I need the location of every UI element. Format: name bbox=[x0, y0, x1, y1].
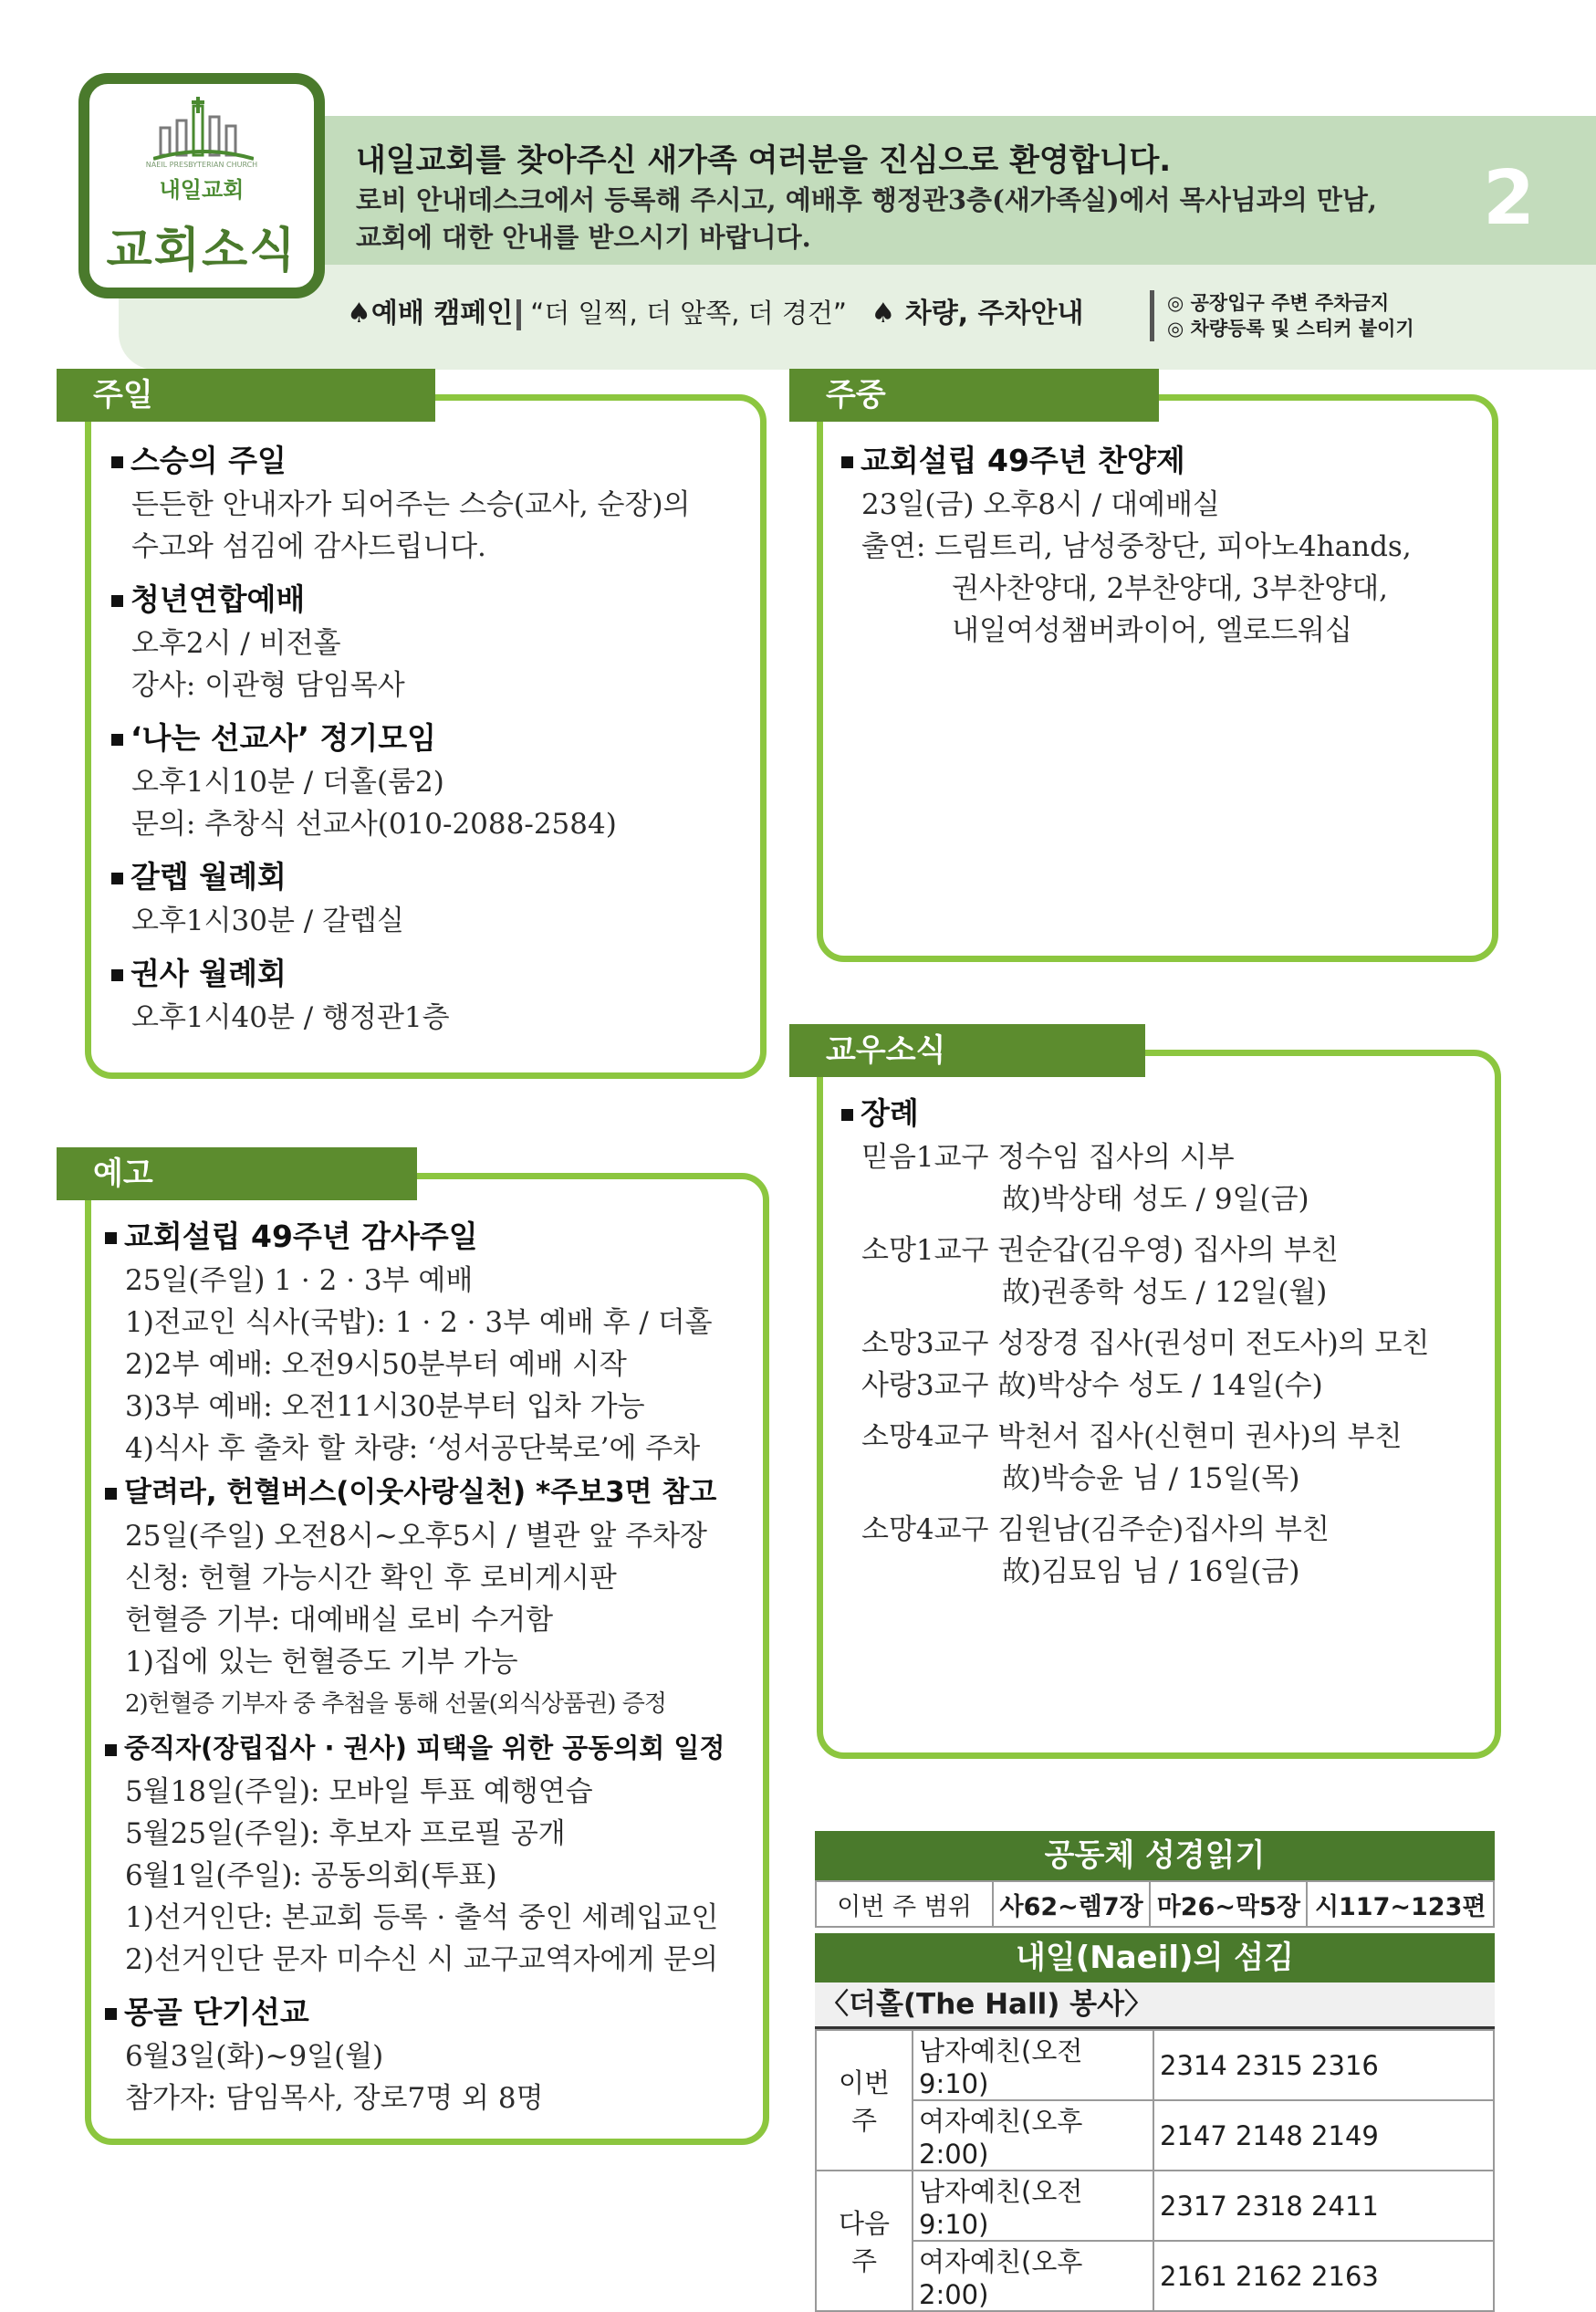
funeral-line: 故)박상태 성도 / 9일(금) bbox=[1002, 1183, 1309, 1216]
sunday-content bbox=[111, 438, 750, 1039]
service-subtitle: 〈더홀(The Hall) 봉사〉 bbox=[815, 1982, 1495, 2029]
notice-line: 25일(주일) 오전8시~오후5시 / 별관 앞 주차장 bbox=[125, 1520, 707, 1553]
notice-content bbox=[105, 1214, 762, 2119]
welcome-title: 내일교회를 찾아주신 새가족 여러분을 진심으로 환영합니다. bbox=[356, 142, 1172, 179]
bible-label: 이번 주 범위 bbox=[816, 1881, 993, 1927]
welcome-line-1: 로비 안내데스크에서 등록해 주시고, 예배후 행정관3층(새가족실)에서 목사님과의 만남, bbox=[356, 184, 1377, 215]
parking-list bbox=[1150, 290, 1414, 341]
service-group: 남자예친(오전9:10) bbox=[913, 2171, 1153, 2241]
service-group: 여자예친(오후2:00) bbox=[913, 2100, 1153, 2171]
notice-line: 3)3부 예배: 오전11시30분부터 입차 가능 bbox=[125, 1390, 645, 1423]
funeral-line: 故)권종학 성도 / 12일(월) bbox=[1002, 1276, 1328, 1309]
service-week: 다음 주 bbox=[816, 2171, 913, 2311]
funeral-line: 사랑3교구 故)박상수 성도 / 14일(수) bbox=[861, 1369, 1323, 1402]
funeral-line: 소망3교구 성장경 집사(권성미 전도사)의 모친 bbox=[861, 1327, 1430, 1360]
funeral-line: 소망4교구 박천서 집사(신현미 권사)의 부친 bbox=[861, 1420, 1403, 1453]
funeral-line: 소망1교구 권순갑(김우영) 집사의 부친 bbox=[861, 1234, 1339, 1267]
welcome-line-2: 교회에 대한 안내를 받으시기 바랍니다. bbox=[356, 222, 811, 253]
sunday-line: 오후2시 / 비전홀 bbox=[131, 627, 341, 660]
midweek-tab: 주중 bbox=[789, 369, 1159, 422]
notice-line: 2)선거인단 문자 미수신 시 교구교역자에게 문의 bbox=[125, 1943, 719, 1976]
church-logo-icon bbox=[153, 93, 254, 166]
service-group: 여자예친(오후2:00) bbox=[913, 2241, 1153, 2311]
funeral-line: 소망4교구 김원남(김주순)집사의 부친 bbox=[861, 1513, 1330, 1546]
notice-line: 1)집에 있는 헌혈증도 기부 가능 bbox=[125, 1646, 518, 1679]
notice-line: 헌혈증 기부: 대예배실 로비 수거함 bbox=[125, 1604, 554, 1637]
notice-tab: 예고 bbox=[57, 1147, 417, 1200]
sunday-line: 수고와 섬김에 감사드립니다. bbox=[131, 530, 486, 563]
page-number: 2 bbox=[1483, 155, 1536, 242]
bible-range: 사62~렘7장 bbox=[993, 1881, 1150, 1927]
midweek-line: 권사찬양대, 2부찬양대, 3부찬양대, bbox=[952, 572, 1389, 605]
divider bbox=[516, 299, 521, 330]
parking-item: ◎ 차량등록 및 스티커 붙이기 bbox=[1167, 318, 1414, 340]
campaign-line bbox=[347, 290, 1083, 330]
sunday-line: 오후1시40분 / 행정관1층 bbox=[131, 1001, 450, 1034]
sunday-item-title: 스승의 주일 bbox=[130, 443, 287, 478]
campaign-label: ♠예배 캠페인 bbox=[347, 298, 514, 330]
notice-line: 25일(주일) 1 · 2 · 3부 예배 bbox=[125, 1264, 474, 1297]
funeral-line: 믿음1교구 정수임 집사의 시부 bbox=[861, 1141, 1235, 1174]
notice-item-title: 몽골 단기선교 bbox=[124, 1994, 309, 2030]
bible-range: 시117~123편 bbox=[1307, 1881, 1494, 1927]
service-numbers: 2317 2318 2411 bbox=[1153, 2171, 1494, 2241]
sunday-item-title: 갈렙 월례회 bbox=[130, 859, 287, 894]
members-item-title: 장례 bbox=[861, 1095, 919, 1131]
midweek-content bbox=[841, 438, 1489, 652]
notice-line: 1)전교인 식사(국밥): 1 · 2 · 3부 예배 후 / 더홀 bbox=[125, 1306, 713, 1339]
campaign-quote: “더 일찍, 더 앞쪽, 더 경건” bbox=[530, 298, 847, 329]
midweek-line: 출연: 드림트리, 남성중창단, 피아노4hands, bbox=[861, 530, 1412, 563]
service-group: 남자예친(오전9:10) bbox=[913, 2030, 1153, 2100]
sunday-line: 오후1시30분 / 갈렙실 bbox=[131, 905, 404, 937]
notice-line: 5월18일(주일): 모바일 투표 예행연습 bbox=[125, 1775, 593, 1808]
notice-line: 신청: 헌혈 가능시간 확인 후 로비게시판 bbox=[125, 1562, 617, 1595]
service-section bbox=[815, 1933, 1495, 2312]
notice-line: 1)선거인단: 본교회 등록 · 출석 중인 세례입교인 bbox=[125, 1901, 719, 1934]
notice-line: 6월3일(화)~9일(월) bbox=[125, 2040, 384, 2073]
service-week: 이번 주 bbox=[816, 2030, 913, 2171]
bible-table bbox=[815, 1880, 1495, 1928]
funeral-line: 故)박승윤 님 / 15일(목) bbox=[1002, 1462, 1300, 1495]
logo-subtitle: NAEIL PRESBYTERIAN CHURCH bbox=[145, 161, 258, 169]
page-title: 교회소식 bbox=[106, 224, 297, 278]
welcome-block bbox=[356, 135, 1377, 255]
sunday-item-title: ‘나는 선교사’ 정기모임 bbox=[130, 720, 436, 756]
logo-name: 내일교회 bbox=[159, 177, 245, 203]
midweek-line: 내일여성챔버콰이어, 엘로드워십 bbox=[952, 614, 1352, 647]
notice-item-title: 달려라, 헌혈버스(이웃사랑실천) *주보3면 참고 bbox=[124, 1476, 717, 1509]
sunday-tab: 주일 bbox=[57, 369, 435, 422]
service-numbers: 2147 2148 2149 bbox=[1153, 2100, 1494, 2171]
notice-item-title: 교회설립 49주년 감사주일 bbox=[124, 1219, 478, 1254]
notice-item-title: 중직자(장립집사 · 권사) 피택을 위한 공동의회 일정 bbox=[124, 1732, 725, 1763]
logo-box bbox=[78, 73, 325, 298]
members-tab: 교우소식 bbox=[789, 1024, 1145, 1077]
notice-line: 2)2부 예배: 오전9시50분부터 예배 시작 bbox=[125, 1348, 627, 1381]
parking-label: ♠ 차량, 주차안내 bbox=[871, 298, 1084, 330]
members-content bbox=[841, 1091, 1494, 1593]
notice-line: 6월1일(주일): 공동의회(투표) bbox=[125, 1859, 497, 1892]
midweek-item-title: 교회설립 49주년 찬양제 bbox=[861, 443, 1185, 478]
sunday-item-title: 청년연합예배 bbox=[130, 581, 306, 617]
service-table bbox=[815, 2029, 1495, 2312]
bible-range: 마26~막5장 bbox=[1150, 1881, 1307, 1927]
bible-reading bbox=[815, 1831, 1495, 1928]
bible-title: 공동체 성경읽기 bbox=[815, 1831, 1495, 1880]
sunday-item-title: 권사 월례회 bbox=[130, 956, 287, 991]
sunday-line: 든든한 안내자가 되어주는 스승(교사, 순장)의 bbox=[131, 488, 691, 521]
notice-line: 4)식사 후 출차 할 차량: ‘성서공단북로’에 주차 bbox=[125, 1432, 701, 1465]
service-numbers: 2161 2162 2163 bbox=[1153, 2241, 1494, 2311]
notice-line: 2)헌혈증 기부자 중 추첨을 통해 선물(외식상품권) 증정 bbox=[125, 1690, 666, 1718]
funeral-line: 故)김묘임 님 / 16일(금) bbox=[1002, 1555, 1300, 1588]
notice-line: 참가자: 담임목사, 장로7명 외 8명 bbox=[125, 2082, 544, 2115]
sunday-line: 강사: 이관형 담임목사 bbox=[131, 669, 405, 702]
sunday-line: 오후1시10분 / 더홀(룸2) bbox=[131, 766, 444, 799]
midweek-line: 23일(금) 오후8시 / 대예배실 bbox=[861, 488, 1220, 521]
service-numbers: 2314 2315 2316 bbox=[1153, 2030, 1494, 2100]
parking-item: ◎ 공장입구 주변 주차금지 bbox=[1167, 292, 1390, 314]
notice-line: 5월25일(주일): 후보자 프로필 공개 bbox=[125, 1817, 566, 1850]
sunday-line: 문의: 추창식 선교사(010-2088-2584) bbox=[131, 808, 617, 841]
service-title: 내일(Naeil)의 섬김 bbox=[815, 1933, 1495, 1982]
